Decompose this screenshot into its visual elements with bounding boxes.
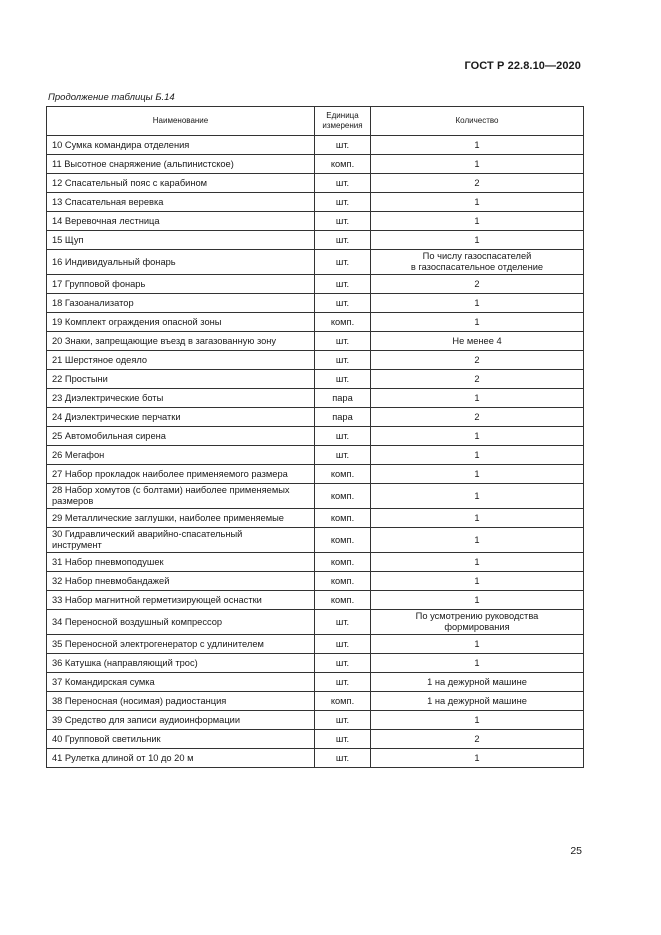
table-row xyxy=(47,389,584,408)
item-quantity: 1 xyxy=(371,465,584,484)
item-unit: шт. xyxy=(315,231,371,250)
item-name: 19 Комплект ограждения опасной зоны xyxy=(47,313,315,332)
item-name: 40 Групповой светильник xyxy=(47,730,315,749)
table-row xyxy=(47,484,584,509)
item-quantity: Не менее 4 xyxy=(371,332,584,351)
item-unit: шт. xyxy=(315,610,371,635)
table-row xyxy=(47,509,584,528)
table-row xyxy=(47,313,584,332)
item-name: 20 Знаки, запрещающие въезд в загазованную зону xyxy=(47,332,315,351)
item-quantity xyxy=(371,250,584,275)
equipment-table xyxy=(46,106,584,768)
item-name: 33 Набор магнитной герметизирующей оснастки xyxy=(47,591,315,610)
item-name xyxy=(47,528,315,553)
table-row xyxy=(47,711,584,730)
item-quantity: 1 xyxy=(371,313,584,332)
item-name: 12 Спасательный пояс с карабином xyxy=(47,174,315,193)
item-name: 41 Рулетка длиной от 10 до 20 м xyxy=(47,749,315,768)
table-row xyxy=(47,591,584,610)
table-row xyxy=(47,351,584,370)
item-unit: шт. xyxy=(315,294,371,313)
item-unit: шт. xyxy=(315,332,371,351)
table-row xyxy=(47,136,584,155)
column-header-unit: Единица измерения xyxy=(315,107,371,136)
item-name: 15 Щуп xyxy=(47,231,315,250)
name-line: инструмент xyxy=(52,540,102,550)
table-row xyxy=(47,528,584,553)
table-row xyxy=(47,635,584,654)
table-row xyxy=(47,654,584,673)
item-name: 34 Переносной воздушный компрессор xyxy=(47,610,315,635)
item-unit: комп. xyxy=(315,155,371,174)
item-unit: комп. xyxy=(315,465,371,484)
table-row xyxy=(47,155,584,174)
item-quantity: 1 xyxy=(371,635,584,654)
item-unit: шт. xyxy=(315,250,371,275)
item-name: 14 Веревочная лестница xyxy=(47,212,315,231)
item-quantity: 1 xyxy=(371,136,584,155)
item-quantity xyxy=(371,610,584,635)
item-quantity: 1 xyxy=(371,553,584,572)
item-quantity: 1 xyxy=(371,484,584,509)
quantity-line: формирования xyxy=(444,622,510,632)
item-quantity: 2 xyxy=(371,275,584,294)
item-quantity: 1 xyxy=(371,711,584,730)
item-name: 11 Высотное снаряжение (альпинистское) xyxy=(47,155,315,174)
table-row xyxy=(47,446,584,465)
item-unit: шт. xyxy=(315,730,371,749)
table-row xyxy=(47,427,584,446)
item-quantity: 1 xyxy=(371,294,584,313)
item-name: 22 Простыни xyxy=(47,370,315,389)
item-name: 37 Командирская сумка xyxy=(47,673,315,692)
item-name: 24 Диэлектрические перчатки xyxy=(47,408,315,427)
table-header-row xyxy=(47,107,584,136)
item-quantity: 1 xyxy=(371,427,584,446)
item-name: 26 Мегафон xyxy=(47,446,315,465)
item-name: 13 Спасательная веревка xyxy=(47,193,315,212)
item-name: 38 Переносная (носимая) радиостанция xyxy=(47,692,315,711)
item-name: 27 Набор прокладок наиболее применяемого размера xyxy=(47,465,315,484)
item-unit: шт. xyxy=(315,673,371,692)
item-unit: комп. xyxy=(315,313,371,332)
page-number: 25 xyxy=(570,845,582,857)
item-quantity: 1 xyxy=(371,193,584,212)
item-quantity: 1 на дежурной машине xyxy=(371,692,584,711)
item-quantity: 2 xyxy=(371,370,584,389)
item-quantity: 2 xyxy=(371,408,584,427)
item-name: 10 Сумка командира отделения xyxy=(47,136,315,155)
item-unit: комп. xyxy=(315,484,371,509)
column-header-quantity: Количество xyxy=(371,107,584,136)
item-unit: шт. xyxy=(315,427,371,446)
item-unit: комп. xyxy=(315,528,371,553)
column-header-name: Наименование xyxy=(47,107,315,136)
table-row xyxy=(47,465,584,484)
item-unit: шт. xyxy=(315,136,371,155)
item-name xyxy=(47,484,315,509)
item-name: 35 Переносной электрогенератор с удлинителем xyxy=(47,635,315,654)
item-unit: комп. xyxy=(315,572,371,591)
table-row xyxy=(47,332,584,351)
item-unit: шт. xyxy=(315,635,371,654)
item-unit: шт. xyxy=(315,275,371,294)
item-quantity: 1 xyxy=(371,591,584,610)
table-row xyxy=(47,749,584,768)
item-unit: пара xyxy=(315,408,371,427)
item-quantity: 1 xyxy=(371,654,584,673)
table-row xyxy=(47,294,584,313)
item-quantity: 1 xyxy=(371,749,584,768)
item-name: 29 Металлические заглушки, наиболее применяемые xyxy=(47,509,315,528)
item-quantity: 1 xyxy=(371,231,584,250)
table-caption: Продолжение таблицы Б.14 xyxy=(48,92,175,103)
table-row xyxy=(47,610,584,635)
item-unit: шт. xyxy=(315,351,371,370)
item-unit: шт. xyxy=(315,370,371,389)
item-name: 39 Средство для записи аудиоинформации xyxy=(47,711,315,730)
table-row xyxy=(47,553,584,572)
item-name: 23 Диэлектрические боты xyxy=(47,389,315,408)
item-quantity: 1 xyxy=(371,509,584,528)
item-unit: шт. xyxy=(315,711,371,730)
item-unit: шт. xyxy=(315,654,371,673)
item-quantity: 1 xyxy=(371,155,584,174)
name-line: 28 Набор хомутов (с болтами) наиболее применяемых xyxy=(52,485,290,495)
quantity-line: в газоспасательное отделение xyxy=(410,262,544,272)
table-row xyxy=(47,730,584,749)
table-row xyxy=(47,692,584,711)
table-row xyxy=(47,275,584,294)
item-quantity: 2 xyxy=(371,351,584,370)
item-unit: пара xyxy=(315,389,371,408)
table-row xyxy=(47,231,584,250)
item-name: 32 Набор пневмобандажей xyxy=(47,572,315,591)
item-name: 17 Групповой фонарь xyxy=(47,275,315,294)
item-unit: комп. xyxy=(315,509,371,528)
item-name: 31 Набор пневмоподушек xyxy=(47,553,315,572)
table-row xyxy=(47,250,584,275)
item-quantity: 1 xyxy=(371,446,584,465)
name-line: размеров xyxy=(52,496,94,506)
item-name: 16 Индивидуальный фонарь xyxy=(47,250,315,275)
item-name: 25 Автомобильная сирена xyxy=(47,427,315,446)
item-unit: шт. xyxy=(315,446,371,465)
item-quantity: 2 xyxy=(371,174,584,193)
name-line: 30 Гидравлический аварийно-спасательный xyxy=(52,529,243,539)
item-quantity: 1 xyxy=(371,212,584,231)
item-unit: шт. xyxy=(315,174,371,193)
table-row xyxy=(47,370,584,389)
table-row xyxy=(47,174,584,193)
table-row xyxy=(47,572,584,591)
item-unit: шт. xyxy=(315,749,371,768)
item-quantity: 1 xyxy=(371,572,584,591)
item-unit: комп. xyxy=(315,553,371,572)
item-unit: комп. xyxy=(315,692,371,711)
item-name: 18 Газоанализатор xyxy=(47,294,315,313)
table-row xyxy=(47,408,584,427)
quantity-line: По усмотрению руководства xyxy=(415,611,539,621)
item-unit: шт. xyxy=(315,193,371,212)
item-unit: комп. xyxy=(315,591,371,610)
item-quantity: 1 на дежурной машине xyxy=(371,673,584,692)
table-row xyxy=(47,193,584,212)
table-row xyxy=(47,673,584,692)
table-row xyxy=(47,212,584,231)
item-quantity: 1 xyxy=(371,389,584,408)
item-quantity: 2 xyxy=(371,730,584,749)
quantity-line: По числу газоспасателей xyxy=(422,251,532,261)
document-standard-code: ГОСТ Р 22.8.10—2020 xyxy=(464,60,581,72)
item-name: 21 Шерстяное одеяло xyxy=(47,351,315,370)
item-quantity: 1 xyxy=(371,528,584,553)
item-unit: шт. xyxy=(315,212,371,231)
item-name: 36 Катушка (направляющий трос) xyxy=(47,654,315,673)
